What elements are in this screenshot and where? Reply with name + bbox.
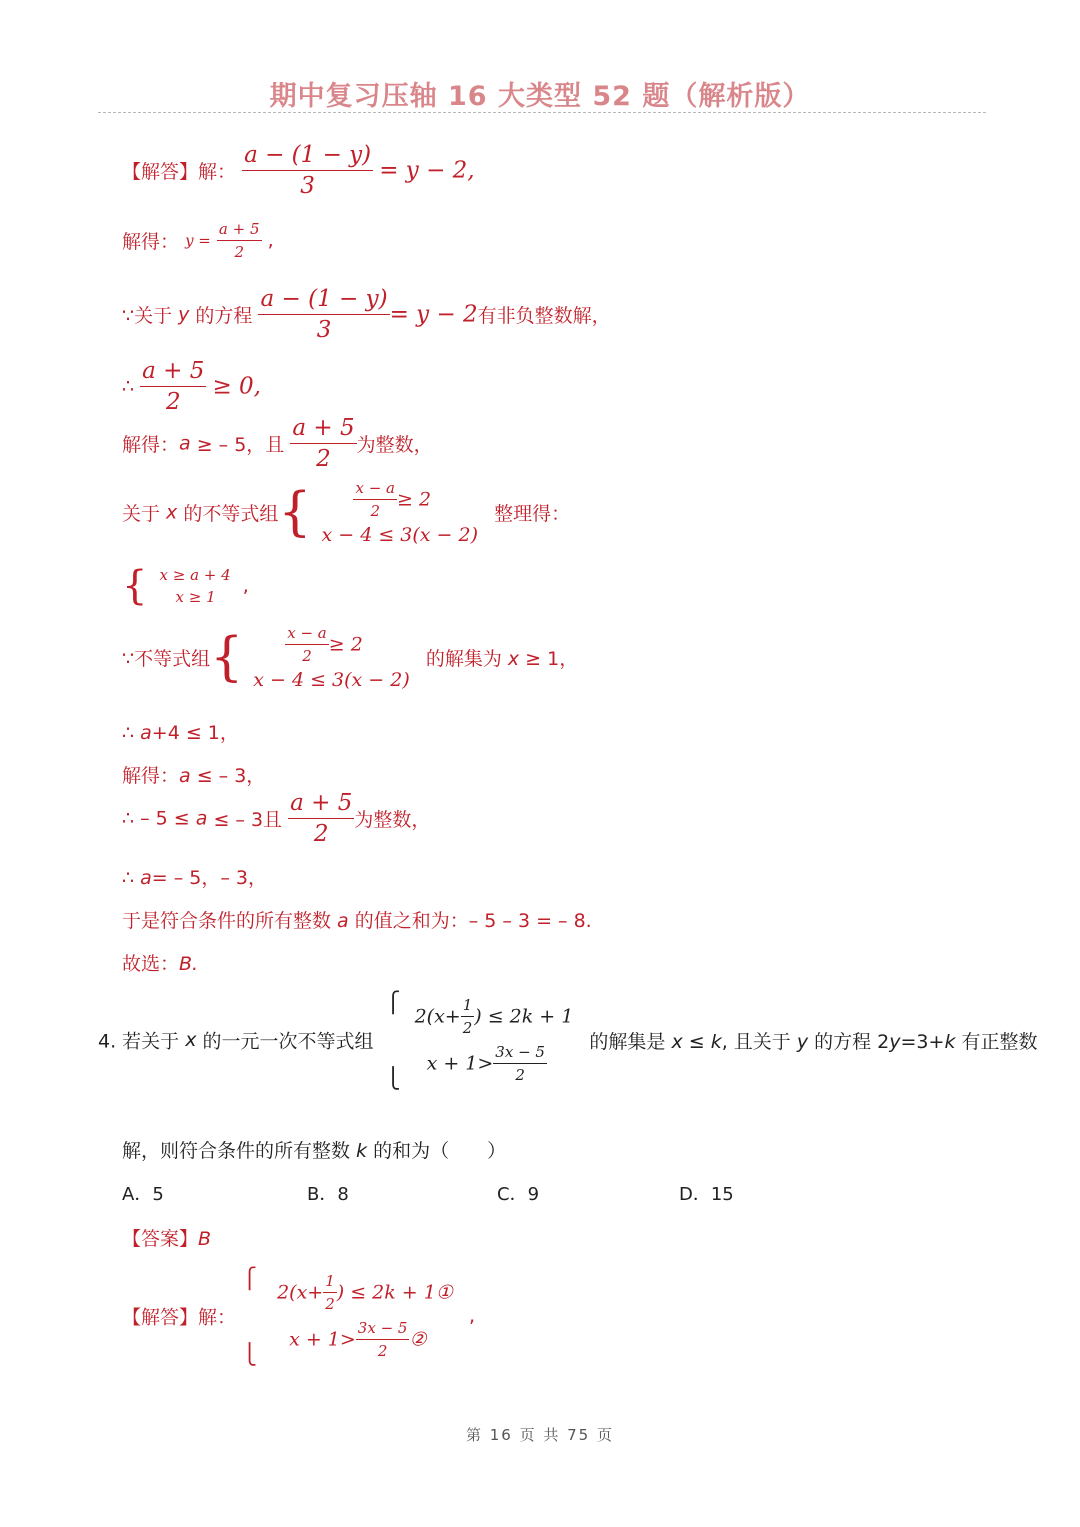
text: +4 ≤ 1， bbox=[151, 722, 239, 744]
system-row-1 bbox=[277, 1272, 453, 1313]
text: x + 1> bbox=[426, 1052, 494, 1075]
variable: a bbox=[140, 722, 152, 744]
denominator: 2 bbox=[234, 243, 244, 261]
therefore-symbol: ∴ bbox=[122, 867, 141, 889]
text: ≤ – 3， bbox=[190, 765, 266, 787]
system-rows bbox=[277, 1266, 453, 1366]
text: 的不等式组 bbox=[177, 503, 279, 525]
therefore-symbol: ∴ bbox=[122, 375, 141, 398]
system-row-2: x − 4 ≤ 3(x − 2) bbox=[321, 524, 479, 546]
solution3-line-3 bbox=[122, 286, 611, 343]
text: ) ≤ 2k + 1 bbox=[474, 1005, 574, 1028]
text: ∵不等式组 bbox=[122, 648, 211, 670]
numerator: a + 5 bbox=[218, 220, 260, 238]
left-brace: { bbox=[122, 563, 148, 609]
text: ② bbox=[409, 1328, 427, 1351]
text: 的值之和为：– 5 – 3 = – 8. bbox=[348, 910, 592, 932]
inequality-system bbox=[386, 990, 574, 1090]
text: = – 5，– 3， bbox=[151, 867, 268, 889]
system-row-1 bbox=[253, 624, 410, 665]
numerator: a − (1 − y) bbox=[244, 142, 372, 168]
text: 的方程 bbox=[189, 305, 253, 327]
solution3-line-7 bbox=[122, 563, 249, 609]
fraction bbox=[217, 220, 262, 261]
question4-line-1 bbox=[98, 990, 1038, 1090]
text: 解得： bbox=[122, 434, 180, 456]
numerator: 1 bbox=[325, 1272, 335, 1290]
variable: x ≤ k bbox=[671, 1030, 722, 1053]
denominator: 2 bbox=[313, 821, 329, 847]
text: 2(x+ bbox=[414, 1005, 461, 1028]
system-row-1: x ≥ a + 4 bbox=[159, 566, 231, 584]
inequality-tail: ≥ 2 bbox=[328, 633, 363, 656]
numerator: 1 bbox=[462, 996, 473, 1014]
variable: k bbox=[356, 1140, 368, 1162]
header-divider bbox=[98, 112, 986, 113]
variable: x bbox=[166, 501, 178, 524]
numerator: a + 5 bbox=[292, 415, 355, 441]
text: 关于 bbox=[122, 503, 167, 525]
question-text-tail bbox=[589, 1031, 1037, 1053]
fraction bbox=[242, 142, 373, 199]
system-row-1 bbox=[415, 996, 574, 1037]
variable: a bbox=[179, 765, 191, 787]
solution3-line-2 bbox=[122, 220, 274, 261]
variable: x bbox=[185, 1029, 197, 1051]
system-rows bbox=[415, 990, 574, 1090]
fraction bbox=[356, 1319, 410, 1360]
system-row-2 bbox=[415, 1043, 574, 1084]
solution3-line-4 bbox=[122, 358, 261, 415]
solve-label: 解得： bbox=[122, 231, 180, 253]
page-footer: 第 16 页 共 75 页 bbox=[465, 1426, 614, 1444]
answer-label: 【解答】解： bbox=[122, 161, 237, 183]
denominator: 2 bbox=[325, 1295, 335, 1313]
text: 的和为（ ） bbox=[367, 1140, 507, 1162]
denominator: 2 bbox=[462, 1019, 473, 1037]
punctuation: , bbox=[242, 575, 249, 597]
text: 解得： bbox=[122, 765, 180, 787]
numerator: 3x − 5 bbox=[357, 1319, 408, 1337]
text: ) ≤ 2k + 1① bbox=[336, 1281, 453, 1304]
variable: x bbox=[507, 648, 520, 670]
punctuation: , bbox=[267, 229, 274, 252]
denominator: 2 bbox=[165, 389, 181, 415]
option-a: A．5 bbox=[122, 1184, 164, 1205]
text: ≤ – 3且 bbox=[207, 809, 283, 831]
variable: a bbox=[195, 807, 208, 830]
solution3-line-14 bbox=[122, 949, 198, 976]
question4-solution bbox=[122, 1266, 475, 1366]
solution3-line-9 bbox=[122, 718, 239, 745]
variable: y bbox=[178, 303, 190, 326]
system-row-1 bbox=[321, 479, 478, 520]
inequality-tail: ≥ 0, bbox=[212, 373, 261, 400]
denominator: 2 bbox=[377, 1342, 388, 1360]
variable: a bbox=[140, 867, 152, 889]
text: 的方程 2 bbox=[808, 1030, 890, 1053]
numerator: x − a bbox=[355, 479, 395, 497]
fraction bbox=[140, 358, 206, 415]
solution3-line-6 bbox=[122, 479, 570, 546]
denominator: 3 bbox=[300, 173, 315, 199]
inequality-system bbox=[321, 479, 478, 546]
fraction bbox=[290, 415, 356, 472]
solution3-line-1 bbox=[122, 142, 475, 199]
variable: a bbox=[337, 910, 349, 932]
equation-tail: = y − 2 bbox=[389, 301, 478, 328]
left-brace: ⎧ ⎩ bbox=[242, 1266, 258, 1366]
option-b: B．8 bbox=[307, 1184, 349, 1205]
system-row-2 bbox=[277, 1319, 453, 1360]
denominator: 2 bbox=[515, 1066, 525, 1084]
text: 的一元一次不等式组 bbox=[196, 1030, 374, 1053]
inequality-system bbox=[253, 624, 410, 691]
text: 有非负整数解， bbox=[477, 305, 611, 327]
left-brace: ⎧ ⎩ bbox=[385, 990, 401, 1090]
question-number: 4. 若关于 bbox=[98, 1030, 186, 1053]
text: 的解集是 bbox=[589, 1030, 672, 1053]
text: ∴ – 5 ≤ bbox=[122, 807, 196, 830]
text: =3+ bbox=[900, 1030, 945, 1053]
text: 为整数， bbox=[356, 434, 433, 456]
fraction bbox=[493, 1043, 547, 1084]
answer-label: 【答案】 bbox=[122, 1228, 199, 1250]
text: 于是符合条件的所有整数 bbox=[122, 910, 338, 932]
denominator: 3 bbox=[316, 317, 332, 343]
text: 故选： bbox=[122, 953, 180, 975]
text: 解，则符合条件的所有整数 bbox=[122, 1140, 357, 1162]
fraction bbox=[288, 790, 354, 847]
text: x + 1> bbox=[289, 1328, 356, 1351]
left-brace: { bbox=[278, 482, 312, 543]
inequality-system bbox=[242, 1266, 453, 1366]
denominator: 2 bbox=[370, 502, 381, 520]
solution3-line-5 bbox=[122, 415, 433, 472]
numerator: a + 5 bbox=[290, 790, 353, 816]
text: ≥ – 5，且 bbox=[190, 434, 285, 456]
variable: a bbox=[179, 432, 191, 455]
denominator: 2 bbox=[316, 446, 331, 472]
inequality-tail: ≥ 2 bbox=[397, 488, 432, 511]
answer-value: B bbox=[198, 1228, 212, 1250]
denominator: 2 bbox=[302, 647, 312, 665]
punctuation: , bbox=[468, 1305, 475, 1327]
equation-tail: = y − 2, bbox=[379, 157, 475, 184]
fraction bbox=[323, 1272, 337, 1313]
fraction bbox=[353, 479, 397, 520]
answer-choice: B. bbox=[179, 953, 199, 975]
question4-line-2 bbox=[122, 1136, 506, 1163]
text: , 且关于 bbox=[721, 1030, 797, 1053]
page-header-title: 期中复习压轴 16 大类型 52 题（解析版） bbox=[269, 81, 811, 112]
text: 的解集为 bbox=[425, 648, 508, 670]
fraction bbox=[461, 996, 475, 1037]
solution3-line-11 bbox=[122, 790, 430, 847]
variable: y bbox=[889, 1030, 901, 1053]
option-c: C．9 bbox=[497, 1184, 540, 1205]
text: 2(x+ bbox=[277, 1281, 324, 1304]
therefore-symbol: ∴ bbox=[122, 722, 141, 744]
answer-line bbox=[122, 1224, 211, 1251]
system-row-2: x ≥ 1 bbox=[175, 588, 216, 606]
numerator: x − a bbox=[287, 624, 327, 642]
variable: k bbox=[944, 1030, 956, 1053]
option-d: D．15 bbox=[679, 1184, 734, 1205]
numerator: a − (1 − y) bbox=[260, 286, 388, 312]
fraction bbox=[285, 624, 329, 665]
text: 有正整数 bbox=[955, 1030, 1038, 1053]
text: ∵关于 bbox=[122, 305, 179, 327]
solution3-line-13 bbox=[122, 906, 592, 933]
fraction bbox=[258, 286, 389, 343]
system-row-2: x − 4 ≤ 3(x − 2) bbox=[253, 669, 410, 691]
solution-label: 【解答】解： bbox=[122, 1306, 237, 1329]
equation-lhs: y = bbox=[185, 231, 211, 250]
solution3-line-12 bbox=[122, 863, 267, 890]
text: 整理得： bbox=[494, 503, 571, 525]
numerator: a + 5 bbox=[142, 358, 205, 384]
text: ≥ 1， bbox=[519, 648, 579, 670]
text: 为整数， bbox=[354, 809, 431, 831]
solution3-line-8 bbox=[122, 624, 578, 691]
numerator: 3x − 5 bbox=[495, 1043, 545, 1061]
left-brace: { bbox=[210, 627, 244, 688]
variable: y bbox=[796, 1030, 809, 1053]
solution3-line-10 bbox=[122, 761, 265, 788]
solution-set-text bbox=[426, 648, 578, 670]
inequality-system bbox=[160, 566, 231, 606]
